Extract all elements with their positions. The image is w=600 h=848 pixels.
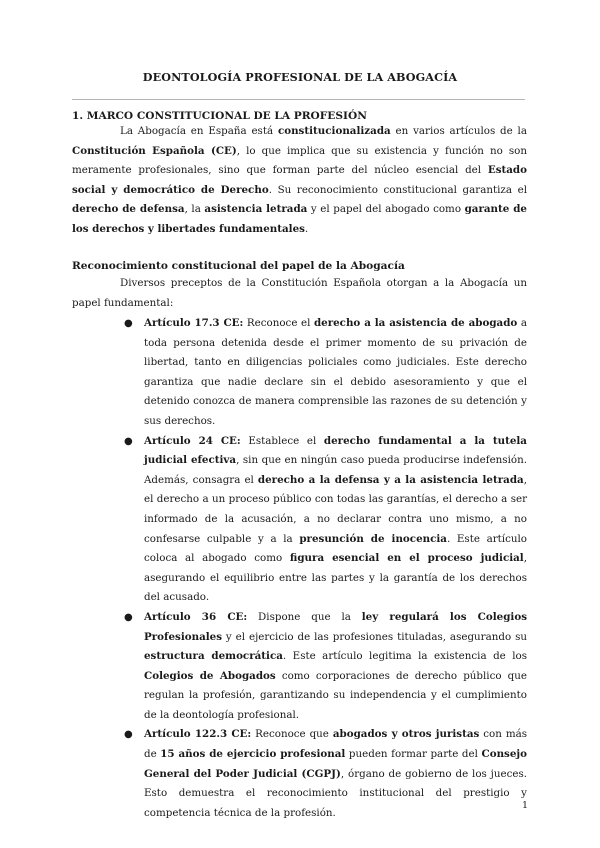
list-item (124, 608, 528, 726)
text-run: en varios artículos de la (390, 125, 527, 137)
bold-text: Estado social y democrático de Derecho (72, 164, 527, 196)
text-run: a toda persona detenida desde el primer momento de su privación de libertad, tanto en diligencias policiales como judiciales. Este derecho garantiza que nadie declare sin el debido asesoramiento y que el detenido conozca de manera comprensible las razones de su detención y sus derechos. (144, 317, 527, 427)
text-run: , la (184, 203, 205, 216)
bullet-icon: ● (124, 435, 133, 447)
bold-text: Artículo 24 CE: (144, 434, 241, 447)
text-run: La Abogacía en España está (120, 125, 278, 137)
article-text (144, 611, 527, 721)
document-title: DEONTOLOGÍA PROFESIONAL DE LA ABOGACÍA (142, 70, 458, 84)
bold-text: asistencia letrada (204, 203, 308, 216)
bold-text: derecho a la asistencia de abogado (313, 317, 518, 329)
article-text (144, 317, 527, 427)
text-run: , asegurando el equilibrio entre las partes y la garantía de los derechos del acusado. (144, 552, 527, 604)
text-run: , sin que en ningún caso pueda producirse indefensión. Además, consagra el (144, 454, 527, 486)
bold-text: abogados y otros juristas (332, 728, 480, 741)
list-item (124, 432, 527, 608)
text-run: , lo que implica que su existencia y función no son meramente profesionales, sino que forman parte del núcleo esencial del (72, 144, 527, 177)
text-run: y el papel del abogado como (307, 203, 465, 216)
bold-text: Artículo 17.3 CE: (144, 317, 244, 329)
intro-paragraph (72, 122, 527, 240)
bold-text: estructura democrática (144, 650, 283, 663)
text-run: . (304, 222, 309, 235)
text-run: . Este artículo coloca al abogado como (144, 532, 527, 565)
bold-text: constitucionalizada (277, 125, 391, 137)
bold-text: Colegios de Abogados (144, 669, 276, 682)
text-run: , órgano de gobierno de los jueces. Esto demuestra el reconocimiento institucional del prestigio y competencia técnica de la profesión. (144, 767, 528, 819)
title-divider (72, 99, 525, 100)
text-run: Reconoce el (243, 317, 314, 329)
bold-text: figura esencial en el proceso judicial (289, 552, 524, 565)
bold-text: presunción de inocencia (299, 532, 447, 545)
bold-text: derecho de defensa (72, 203, 185, 216)
bold-text: Consejo General del Poder Judicial (CGPJ) (144, 748, 527, 780)
list-item (124, 725, 528, 823)
text-run: Dispone que la (247, 610, 362, 623)
bold-text: Artículo 36 CE: (144, 610, 248, 623)
bullet-icon: ● (124, 318, 133, 329)
text-run: pueden formar parte del (345, 748, 482, 761)
text-run: Reconoce que (251, 728, 333, 741)
list-item (124, 314, 527, 432)
text-run: como corporaciones de derecho público que regulan la profesión, garantizando su independencia y el cumplimiento de la deontología profesional. (144, 669, 527, 721)
text-run: . Su reconocimiento constitucional garantiza el (268, 183, 527, 196)
bullet-icon: ● (124, 611, 133, 623)
bold-text: 15 años de ejercicio profesional (160, 748, 346, 761)
article-text (144, 435, 527, 604)
lead-text: Diversos preceptos de la Constitución Española otorgan a la Abogacía un papel fundamental: (72, 277, 527, 309)
text-run: con más de (144, 728, 528, 761)
lead-paragraph (72, 274, 527, 313)
bold-text: Constitución Española (CE) (72, 144, 237, 157)
section-heading: 1. MARCO CONSTITUCIONAL DE LA PROFESIÓN (72, 110, 367, 122)
text-run: . Este artículo legitima la existencia de los (282, 650, 528, 663)
text-run: Establece el (240, 434, 324, 447)
bold-text: derecho fundamental a la tutela judicial efectiva (144, 434, 527, 467)
bold-text: derecho a la defensa y a la asistencia letrada (257, 473, 524, 486)
bullet-icon: ● (124, 729, 133, 741)
bold-text: garante de los derechos y libertades fundamentales (72, 203, 527, 235)
article-list (124, 314, 528, 823)
bold-text: Artículo 122.3 CE: (144, 728, 252, 741)
bold-text: ley regulará los Colegios Profesionales (144, 610, 527, 643)
page-number: 1 (521, 800, 528, 811)
text-run: , el derecho a un proceso público con todas las garantías, el derecho a ser informado de la acusación, a no declarar contra uno mismo, a no confesarse culpable y a la (144, 473, 527, 545)
article-text (144, 728, 527, 818)
intro-text (72, 125, 527, 235)
text-run: y el ejercicio de las profesiones tituladas, asegurando su (222, 630, 527, 643)
subheading: Reconocimiento constitucional del papel de la Abogacía (72, 260, 405, 272)
